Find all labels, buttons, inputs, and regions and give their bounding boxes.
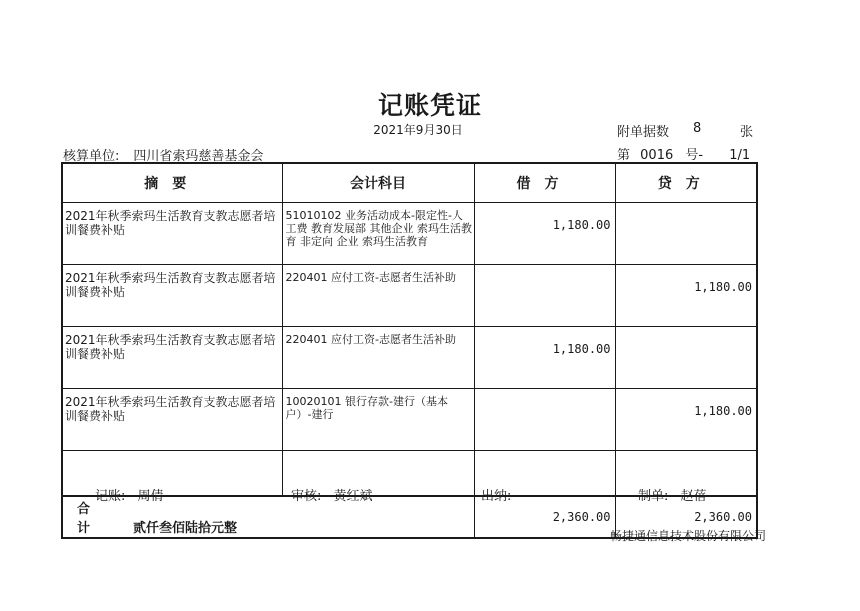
total-credit: 2,360.00 bbox=[615, 496, 757, 538]
attachments-info bbox=[617, 121, 754, 140]
row-account: 10020101 银行存款-建行（基本户）-建行 bbox=[282, 389, 474, 451]
row-summary: 2021年秋季索玛生活教育支教志愿者培训餐费补贴 bbox=[62, 265, 282, 327]
signature-preparer bbox=[638, 485, 707, 504]
row-summary: 2021年秋季索玛生活教育支教志愿者培训餐费补贴 bbox=[62, 389, 282, 451]
voucher-page: 1/1 bbox=[729, 148, 751, 163]
reviewer-name: 黄红斌 bbox=[333, 489, 373, 504]
table-row bbox=[62, 389, 757, 451]
table-row bbox=[62, 327, 757, 389]
row-debit: 1,180.00 bbox=[474, 327, 615, 389]
signature-bookkeeper bbox=[95, 485, 164, 504]
voucher-number bbox=[617, 144, 750, 163]
preparer-name: 赵蓓 bbox=[680, 489, 707, 504]
voucher-number-suffix: 号- bbox=[685, 148, 704, 163]
voucher-number-prefix: 第 bbox=[617, 148, 631, 163]
header-debit: 借方 bbox=[474, 163, 615, 203]
total-debit: 2,360.00 bbox=[474, 496, 615, 538]
table-row bbox=[62, 265, 757, 327]
attachments-unit: 张 bbox=[740, 125, 754, 140]
bookkeeper-name: 周倩 bbox=[137, 489, 164, 504]
table-row bbox=[62, 203, 757, 265]
row-summary: 2021年秋季索玛生活教育支教志愿者培训餐费补贴 bbox=[62, 203, 282, 265]
attachments-label: 附单据数 bbox=[617, 125, 670, 140]
row-account: 220401 应付工资-志愿者生活补助 bbox=[282, 327, 474, 389]
preparer-label: 制单: bbox=[638, 489, 669, 504]
table-header-row bbox=[62, 163, 757, 203]
cashier-label: 出纳: bbox=[481, 489, 512, 504]
row-debit: 1,180.00 bbox=[474, 203, 615, 265]
bookkeeper-label: 记账: bbox=[95, 489, 126, 504]
row-summary: 2021年秋季索玛生活教育支教志愿者培训餐费补贴 bbox=[62, 327, 282, 389]
total-label: 合计 bbox=[77, 502, 105, 536]
accounting-unit-label: 核算单位: bbox=[63, 149, 120, 164]
row-debit bbox=[474, 389, 615, 451]
document-title: 记账凭证 bbox=[377, 91, 482, 120]
row-credit: 1,180.00 bbox=[615, 389, 757, 451]
software-vendor: 畅捷通信息技术股份有限公司 bbox=[610, 529, 767, 543]
row-debit bbox=[474, 265, 615, 327]
row-account: 51010102 业务活动成本-限定性-人工费 教育发展部 其他企业 索玛生活教育 非定向 企业 索玛生活教育 bbox=[282, 203, 474, 265]
row-credit: 1,180.00 bbox=[615, 265, 757, 327]
header-credit: 贷方 bbox=[615, 163, 757, 203]
voucher-date: 2021年9月30日 bbox=[373, 123, 463, 137]
reviewer-label: 审核: bbox=[291, 489, 322, 504]
header-summary: 摘要 bbox=[62, 163, 282, 203]
row-account: 220401 应付工资-志愿者生活补助 bbox=[282, 265, 474, 327]
total-amount-in-words: 贰仟叁佰陆拾元整 bbox=[133, 521, 238, 536]
accounting-unit-value: 四川省索玛慈善基金会 bbox=[133, 149, 264, 164]
voucher-number-value: 0016 bbox=[640, 148, 674, 163]
signature-cashier bbox=[481, 485, 519, 504]
signature-reviewer bbox=[291, 485, 373, 504]
row-credit bbox=[615, 327, 757, 389]
attachments-count: 8 bbox=[693, 121, 702, 136]
voucher-table bbox=[61, 162, 758, 539]
header-account: 会计科目 bbox=[282, 163, 474, 203]
row-credit bbox=[615, 203, 757, 265]
